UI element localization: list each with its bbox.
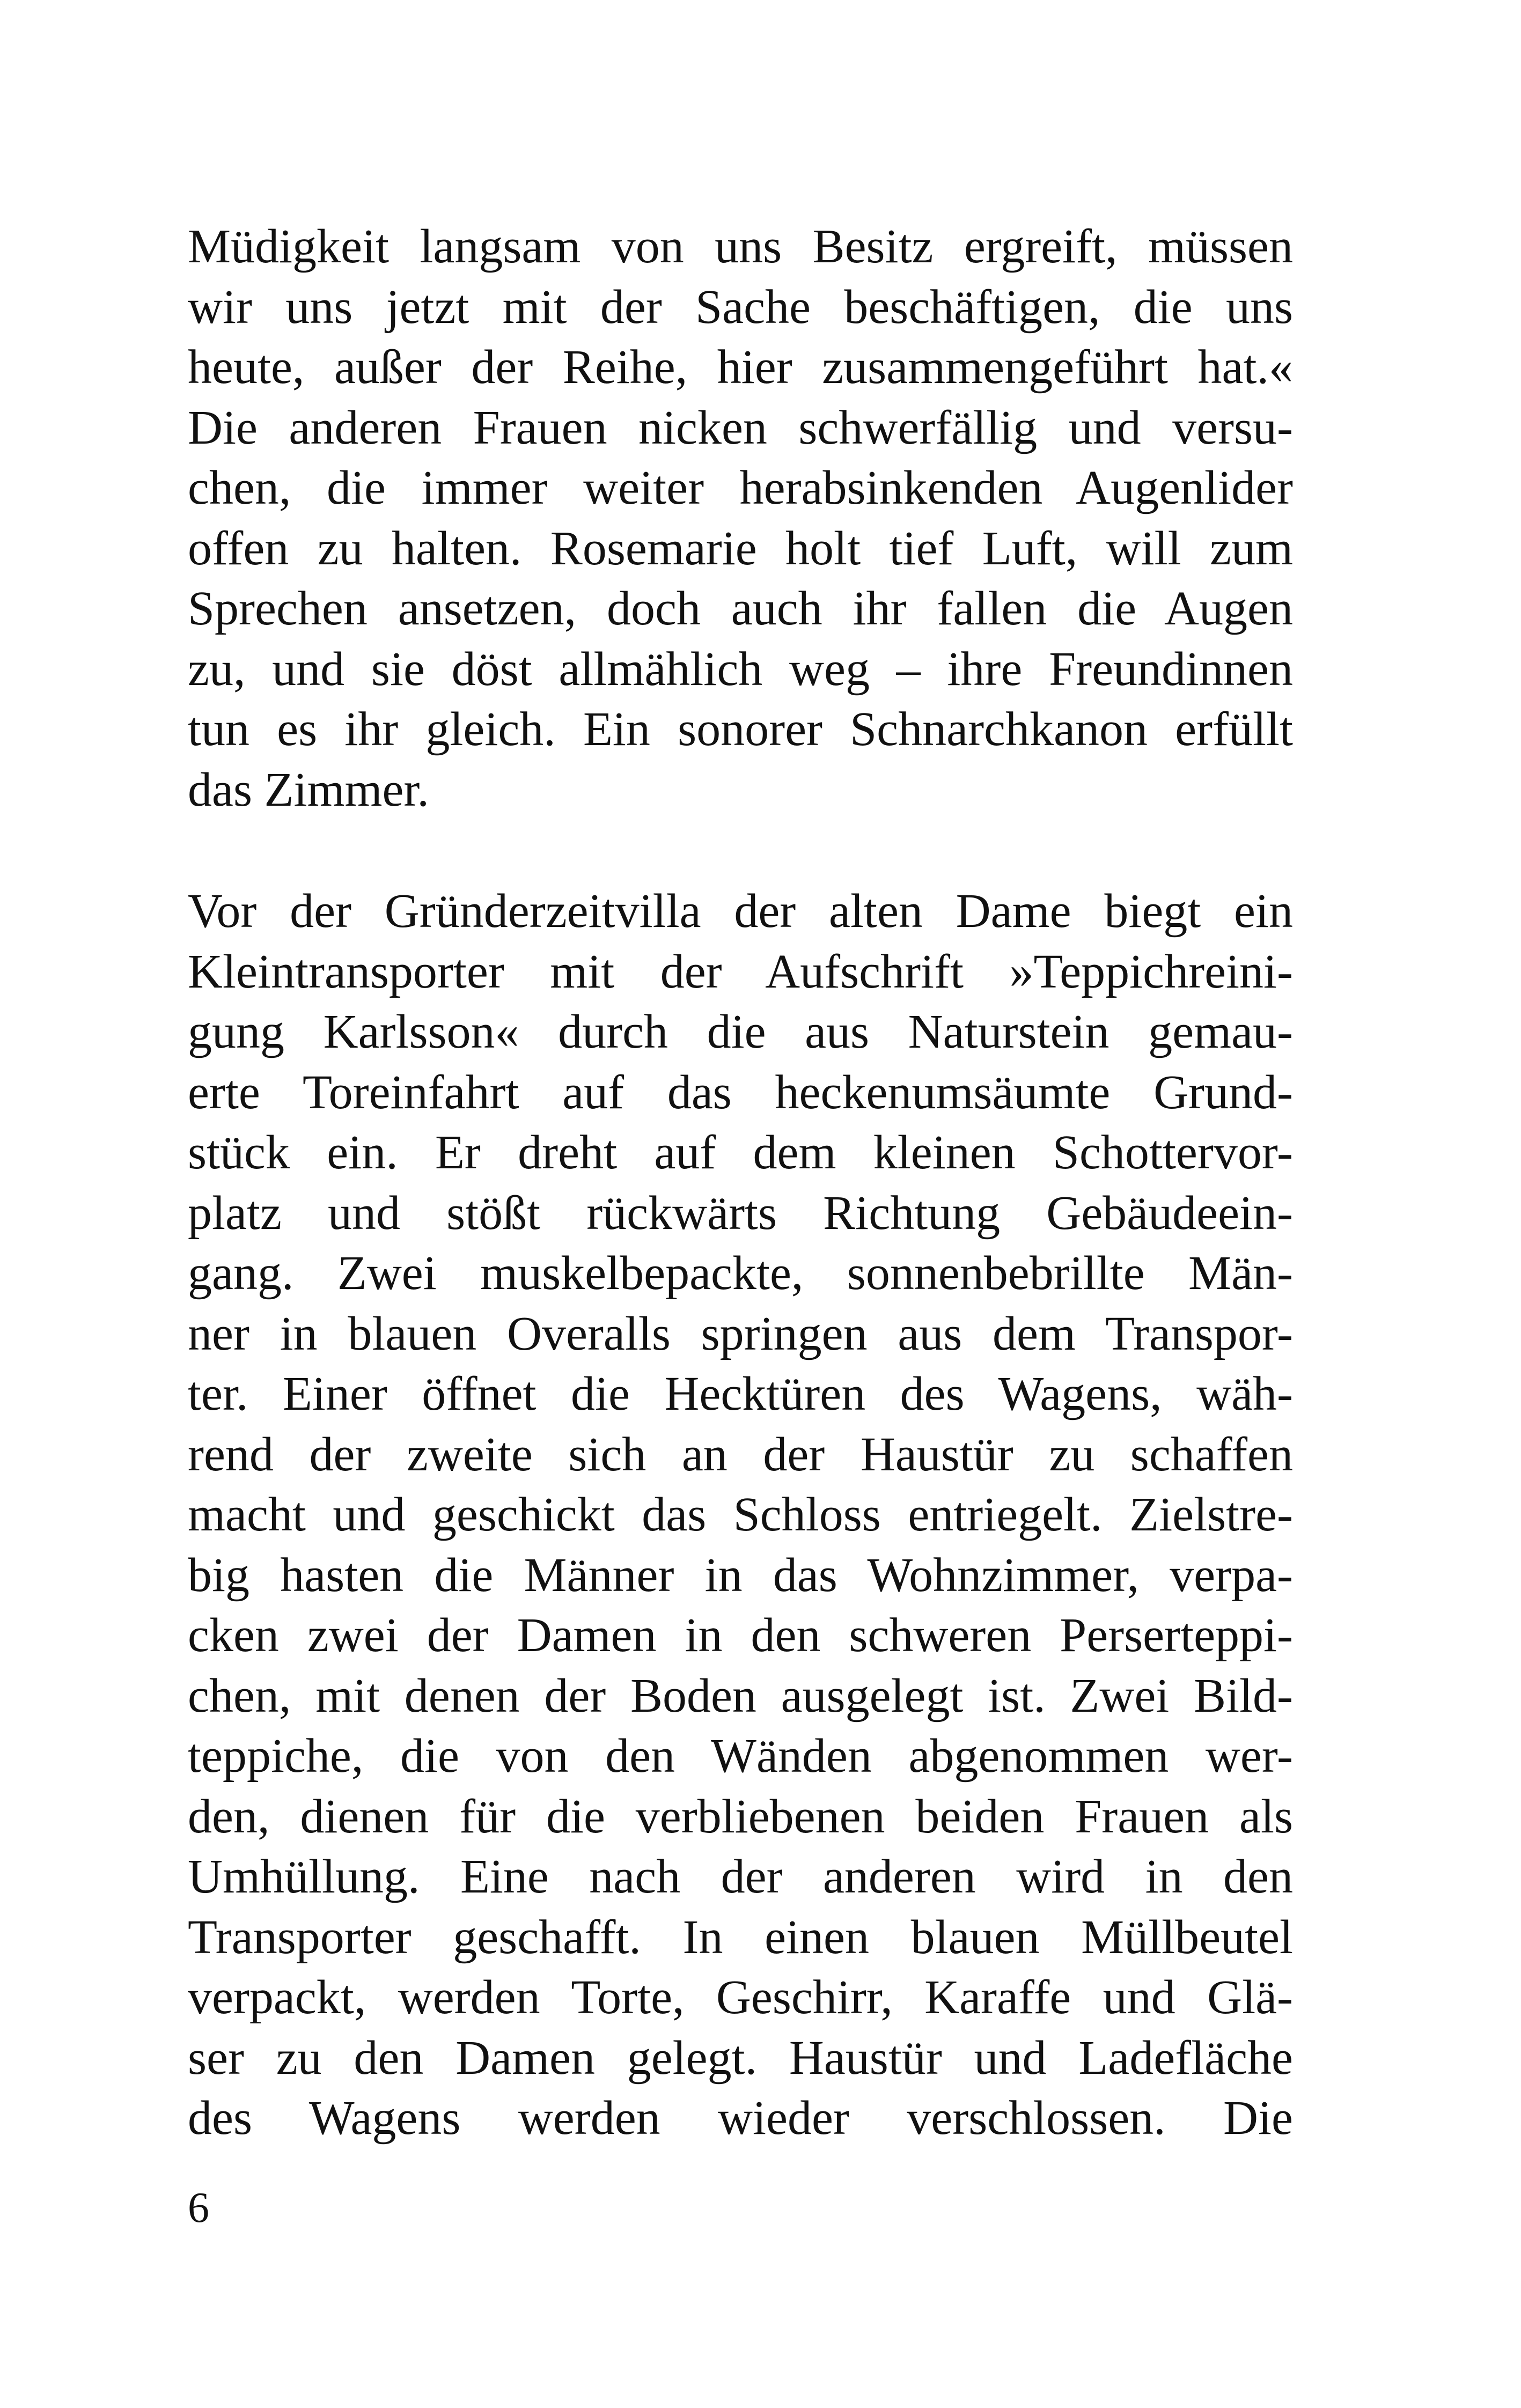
text-line: big hasten die Männer in das Wohnzimmer, verpa- [188, 1548, 1293, 1602]
text-line: offen zu halten. Rosemarie holt tief Luft, will zum [188, 521, 1293, 575]
text-line: teppiche, die von den Wänden abgenommen wer- [188, 1729, 1293, 1783]
text-line: das Zimmer. [188, 763, 429, 816]
text-line: Umhüllung. Eine nach der anderen wird in den [188, 1850, 1293, 1903]
text-line: Vor der Gründerzeitvilla der alten Dame biegt ein [188, 885, 1293, 938]
text-line: chen, die immer weiter herabsinkenden Augenlider [188, 461, 1293, 514]
text-line: erte Toreinfahrt auf das heckenumsäumte Grund- [188, 1065, 1293, 1119]
text-line: gung Karlsson« durch die aus Naturstein gemau- [188, 1005, 1293, 1058]
text-line: heute, außer der Reihe, hier zusammengeführt hat.« [188, 341, 1293, 394]
text-line: Die anderen Frauen nicken schwerfällig und versu- [188, 401, 1293, 454]
paragraph-1 [188, 217, 1293, 820]
text-line: macht und geschickt das Schloss entriegelt. Zielstre- [188, 1488, 1293, 1541]
text-line: platz und stößt rückwärts Richtung Gebäudeein- [188, 1186, 1293, 1240]
text-line: cken zwei der Damen in den schweren Perserteppi- [188, 1609, 1293, 1662]
text-line: ter. Einer öffnet die Hecktüren des Wagens, wäh- [188, 1367, 1293, 1420]
text-line: ner in blauen Overalls springen aus dem Transpor- [188, 1307, 1293, 1360]
text-line: rend der zweite sich an der Haustür zu schaffen [188, 1427, 1293, 1481]
text-line: den, dienen für die verbliebenen beiden Frauen als [188, 1790, 1293, 1843]
text-line: verpackt, werden Torte, Geschirr, Karaffe und Glä- [188, 1971, 1293, 2024]
text-line: des Wagens werden wieder verschlossen. Die [188, 2092, 1293, 2145]
page-number: 6 [188, 2184, 209, 2232]
text-line: Sprechen ansetzen, doch auch ihr fallen die Augen [188, 582, 1293, 635]
text-line: wir uns jetzt mit der Sache beschäftigen, die uns [188, 280, 1293, 334]
text-line: ser zu den Damen gelegt. Haustür und Ladefläche [188, 2031, 1293, 2085]
text-line: chen, mit denen der Boden ausgelegt ist. Zwei Bild- [188, 1669, 1293, 1722]
text-line: stück ein. Er dreht auf dem kleinen Schottervor- [188, 1126, 1293, 1179]
text-line: Kleintransporter mit der Aufschrift »Teppichreini- [188, 945, 1293, 998]
text-line: tun es ihr gleich. Ein sonorer Schnarchkanon erfüllt [188, 703, 1293, 756]
text-line: Transporter geschafft. In einen blauen Müllbeutel [188, 1910, 1293, 1964]
text-line: zu, und sie döst allmählich weg – ihre Freundinnen [188, 642, 1293, 696]
text-line: gang. Zwei muskelbepackte, sonnenbebrillte Män- [188, 1247, 1293, 1300]
text-line: Müdigkeit langsam von uns Besitz ergreift, müssen [188, 220, 1293, 273]
paragraph-2 [188, 881, 1293, 2149]
